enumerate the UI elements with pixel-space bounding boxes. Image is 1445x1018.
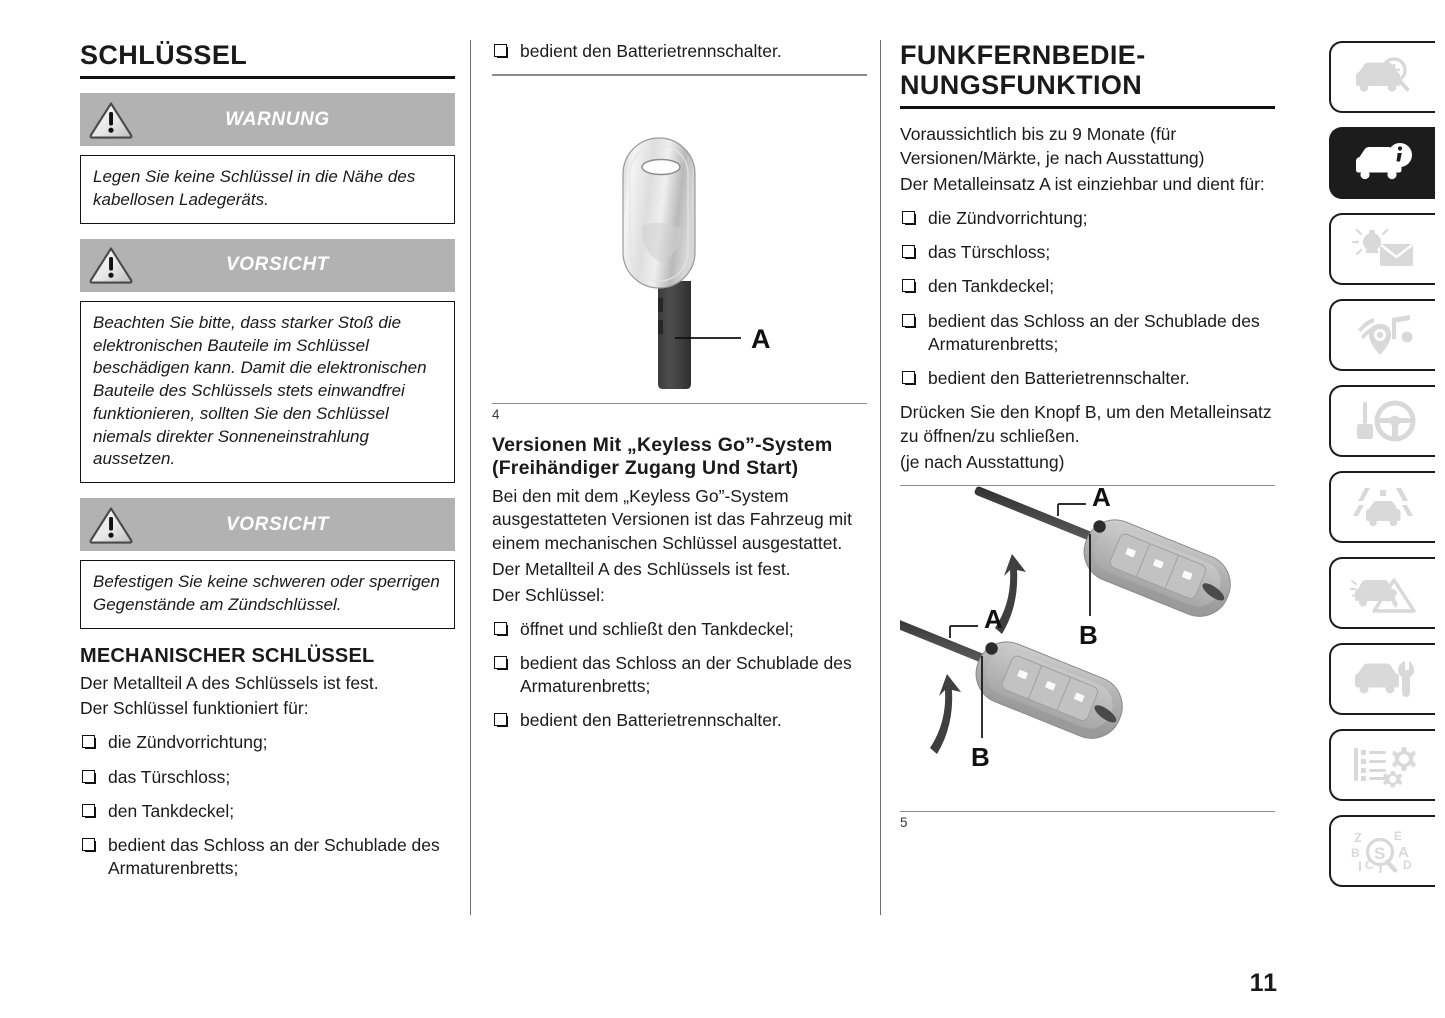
figure-4	[492, 74, 867, 422]
mechanical-key-illustration	[492, 76, 867, 403]
paragraph-3: Drücken Sie den Knopf B, um den Metalleinsatz zu öffnen/zu schließen.	[900, 402, 1272, 447]
figure-number: 5	[900, 815, 908, 831]
sidebar-item-driver-assist[interactable]	[1329, 471, 1435, 543]
music-navigation-icon	[1350, 312, 1416, 358]
keyless-go-list	[492, 618, 867, 733]
warning-body-1	[80, 155, 455, 224]
list-item: bedient den Batterietrennschalter.	[492, 709, 867, 732]
square-bullet-icon	[494, 44, 507, 57]
svg-text:A: A	[1398, 844, 1409, 861]
square-bullet-icon	[82, 804, 95, 817]
index-letters-magnifier-icon	[1350, 828, 1416, 874]
warning-lamp-mail-icon	[1350, 226, 1416, 272]
title-rule	[80, 76, 455, 79]
square-bullet-icon	[902, 245, 915, 258]
car-magnifier-icon	[1350, 54, 1416, 100]
svg-text:E: E	[1394, 829, 1403, 843]
list-item: das Türschloss;	[900, 241, 1275, 264]
section-title-remote: FUNKFERNBEDIE-NUNGSFUNKTION	[900, 40, 1146, 101]
callout-label-b-upper: B	[1079, 620, 1098, 651]
warning-body-2	[80, 301, 455, 483]
car-wrench-icon	[1350, 656, 1416, 702]
warning-triangle-icon	[88, 505, 134, 545]
list-item: den Tankdeckel;	[80, 800, 455, 823]
svg-text:S: S	[1374, 844, 1386, 863]
svg-text:T: T	[1376, 860, 1386, 874]
list-item: das Türschloss;	[80, 766, 455, 789]
sidebar-item-emergency[interactable]	[1329, 557, 1435, 629]
subheading-keyless-go: Versionen Mit „Keyless Go”-System (Freihändiger Zugang Und Start)	[492, 433, 833, 480]
column-divider-1	[470, 40, 471, 915]
warning-label: VORSICHT	[226, 254, 329, 276]
column-three	[900, 40, 1275, 834]
remote-function-list	[900, 207, 1275, 391]
sidebar-item-technical-data[interactable]	[1329, 729, 1435, 801]
mechanical-key-list	[80, 731, 455, 880]
callout-label-a-upper: A	[1092, 486, 1111, 513]
page-title: SCHLÜSSEL	[80, 40, 248, 70]
paragraph-3: Der Schlüssel:	[492, 584, 605, 605]
remote-flip-key-illustration	[900, 486, 1275, 811]
warning-text: Legen Sie keine Schlüssel in die Nähe des kabellosen Ladegeräts.	[93, 167, 416, 209]
list-item: öffnet und schließt den Tankdeckel;	[492, 618, 867, 641]
warning-label: VORSICHT	[226, 513, 329, 535]
paragraph-4: (je nach Ausstattung)	[900, 452, 1065, 473]
paragraph-2: Der Metalleinsatz A ist einziehbar und dient für:	[900, 174, 1265, 195]
paragraph-1: Bei den mit dem „Keyless Go”-System ausgestatteten Versionen ist das Fahrzeug mit einem mechanischen Schlüssel ausgestattet.	[492, 485, 852, 554]
lane-assist-car-icon	[1350, 484, 1416, 530]
square-bullet-icon	[902, 211, 915, 224]
warning-header-1	[80, 93, 455, 146]
svg-text:C: C	[1365, 858, 1374, 872]
square-bullet-icon	[494, 656, 507, 669]
list-item: bedient den Batterietrennschalter.	[492, 40, 867, 63]
warning-header-2	[80, 239, 455, 292]
warning-label: WARNUNG	[225, 108, 330, 130]
car-hazard-triangle-icon	[1350, 570, 1416, 616]
square-bullet-icon	[82, 735, 95, 748]
square-bullet-icon	[902, 371, 915, 384]
svg-text:B: B	[1351, 846, 1360, 860]
square-bullet-icon	[82, 770, 95, 783]
sidebar-item-warning-lights[interactable]	[1329, 213, 1435, 285]
list-item: bedient das Schloss an der Schublade des Armaturenbretts;	[900, 310, 1275, 357]
callout-label-a: A	[751, 323, 771, 354]
gearshift-steering-icon	[1350, 398, 1416, 444]
column-two	[492, 40, 867, 744]
list-item: den Tankdeckel;	[900, 275, 1275, 298]
warning-text: Beachten Sie bitte, dass starker Stoß die elektronischen Bauteile im Schlüssel beschädigen kann. Damit die elektronischen Bauteile des Schlüssels stets einwandfrei funktionieren, sollten Sie den Schlüssel niemals direkter Sonneneinstrahlung aussetzen.	[93, 312, 427, 469]
square-bullet-icon	[82, 838, 95, 851]
warning-header-3	[80, 498, 455, 551]
section-tabs	[1329, 41, 1435, 901]
warning-text: Befestigen Sie keine schweren oder sperrigen Gegenstände am Zündschlüssel.	[93, 572, 440, 614]
square-bullet-icon	[902, 279, 915, 292]
square-bullet-icon	[494, 713, 507, 726]
svg-text:I: I	[1358, 858, 1362, 874]
continued-list	[492, 40, 867, 63]
page-number: 11	[1249, 969, 1278, 997]
column-one	[80, 40, 455, 892]
sidebar-item-vehicle-knowledge[interactable]	[1329, 41, 1435, 113]
list-item: bedient den Batterietrennschalter.	[900, 367, 1275, 390]
square-bullet-icon	[494, 622, 507, 635]
svg-text:D: D	[1403, 858, 1412, 872]
list-item: die Zündvorrichtung;	[900, 207, 1275, 230]
warning-body-3	[80, 560, 455, 629]
paragraph-2: Der Metallteil A des Schlüssels ist fest.	[492, 559, 791, 580]
sidebar-item-starting-driving[interactable]	[1329, 385, 1435, 457]
sidebar-item-infotainment[interactable]	[1329, 299, 1435, 371]
warning-triangle-icon	[88, 100, 134, 140]
sidebar-item-maintenance[interactable]	[1329, 643, 1435, 715]
subheading-mechanical-key: MECHANISCHER SCHLÜSSEL	[80, 644, 375, 667]
svg-text:Z: Z	[1354, 830, 1362, 845]
figure-5	[900, 485, 1275, 831]
figure-number: 4	[492, 406, 500, 422]
intro-line-2: Der Schlüssel funktioniert für:	[80, 698, 309, 719]
sidebar-item-dashboard-info[interactable]	[1329, 127, 1435, 199]
title-rule	[900, 106, 1275, 109]
list-item: bedient das Schloss an der Schublade des Armaturenbretts;	[80, 834, 455, 881]
intro-line-1: Der Metallteil A des Schlüssels ist fest.	[80, 672, 379, 693]
callout-label-b-lower: B	[971, 742, 990, 773]
car-info-icon	[1350, 140, 1416, 186]
warning-triangle-icon	[88, 245, 134, 285]
column-divider-2	[880, 40, 881, 915]
sidebar-item-alphabetical-index[interactable]	[1329, 815, 1435, 887]
list-gears-icon	[1350, 742, 1416, 788]
list-item: die Zündvorrichtung;	[80, 731, 455, 754]
square-bullet-icon	[902, 314, 915, 327]
paragraph-1: Voraussichtlich bis zu 9 Monate (für Versionen/Märkte, je nach Ausstattung)	[900, 124, 1205, 169]
callout-label-a-lower: A	[984, 604, 1003, 635]
list-item: bedient das Schloss an der Schublade des Armaturenbretts;	[492, 652, 867, 699]
